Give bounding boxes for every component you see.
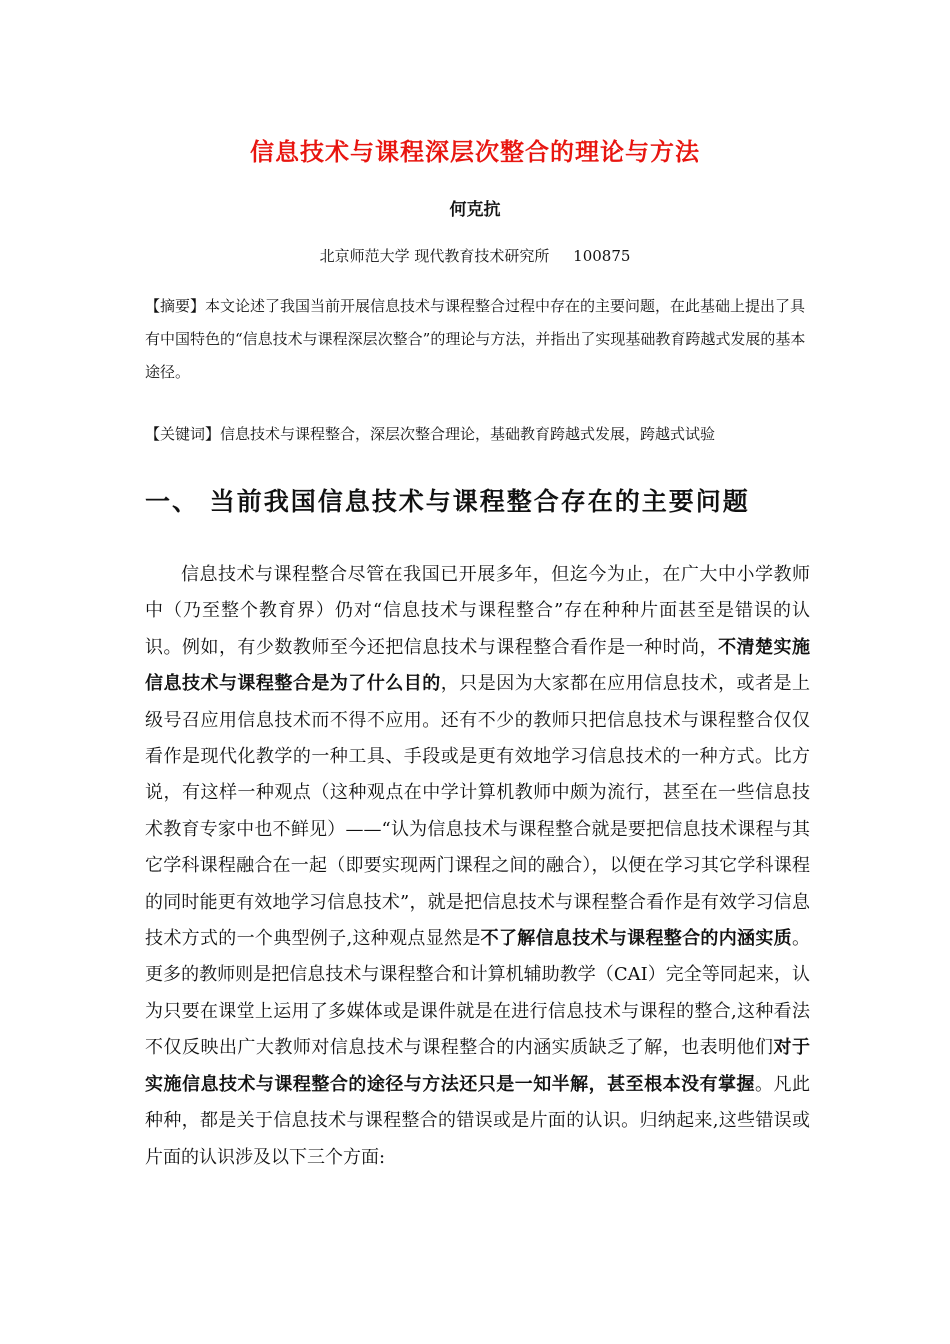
- section-heading: 一、 当前我国信息技术与课程整合存在的主要问题: [145, 487, 750, 516]
- body-text: [145, 557, 810, 1176]
- emphasis-text-1: 不清楚实施信息技术与课程整合是为了什么目的: [145, 636, 811, 695]
- author-affiliation: 北京师范大学 现代教育技术研究所 100875: [319, 247, 631, 265]
- paragraph-text-3: 。更多的教师则是把信息技术与课程整合和计算机辅助教学（CAI）完全等同起来，认为只要在课堂上运用了多媒体或是课件就是在进行信息技术与课程的整合,这种看法不仅反映出广大教师对信息技术与课程整合的内涵实质缺乏了解，也表明他们: [145, 928, 810, 1059]
- body-paragraph: [145, 557, 810, 1176]
- paragraph-text-1: 信息技术与课程整合尽管在我国已开展多年，但迄今为止，在广大中小学教师中（乃至整个教育界）仍对“信息技术与课程整合”存在种种片面甚至是错误的认识。例如，有少数教师至今还把信息技术与课程整合看作是一种时尚，: [145, 564, 810, 658]
- document-title: 信息技术与课程深层次整合的理论与方法: [250, 137, 700, 166]
- author-name: 何克抗: [449, 200, 501, 220]
- emphasis-text-2: 不了解信息技术与课程整合的内涵实质: [480, 928, 792, 950]
- paragraph-text-4: 。凡此种种，都是关于信息技术与课程整合的错误或是片面的认识。归纳起来,这些错误或片面的认识涉及以下三个方面:: [145, 1073, 811, 1168]
- abstract-paragraph: 【摘要】本文论述了我国当前开展信息技术与课程整合过程中存在的主要问题，在此基础上提出了具有中国特色的“信息技术与课程深层次整合”的理论与方法，并指出了实现基础教育跨越式发展的基本途径。: [145, 297, 806, 381]
- emphasis-text-3: 对于实施信息技术与课程整合的途径与方法还只是一知半解，甚至根本没有掌握: [145, 1037, 811, 1095]
- keywords-paragraph: 【关键词】信息技术与课程整合，深层次整合理论，基础教育跨越式发展，跨越式试验: [145, 425, 716, 443]
- paragraph-text-2: ，只是因为大家都在应用信息技术，或者是上级号召应用信息技术而不得不应用。还有不少的教师只把信息技术与课程整合仅仅看作是现代化教学的一种工具、手段或是更有效地学习信息技术的一种方式。比方说，有这样一种观点（这种观点在中学计算机教师中颇为流行，甚至在一些信息技术教育专家中也不鲜见）——“认为信息技术与课程整合就是要把信息技术课程与其它学科课程融合在一起（即要实现两门课程之间的融合），以便在学习其它学科课程的同时能更有效地学习信息技术”，就是把信息技术与课程整合看作是有效学习信息技术方式的一个典型例子,这种观点显然是: [145, 673, 811, 950]
